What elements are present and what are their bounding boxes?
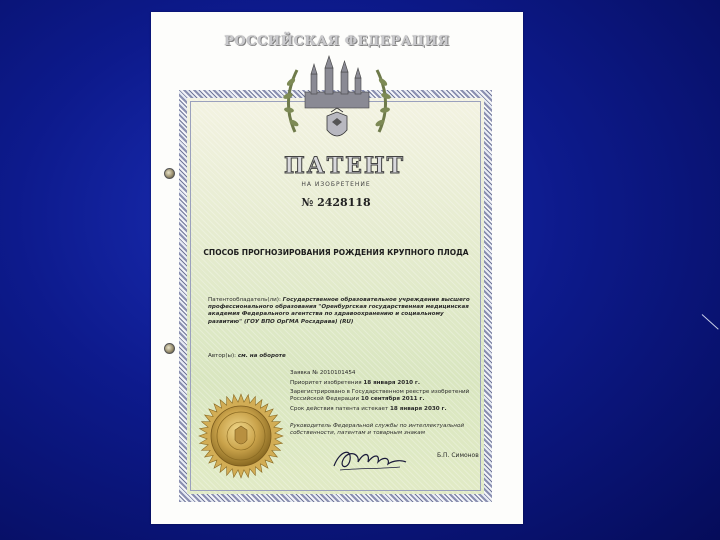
authors [208, 353, 470, 360]
document-subtype: НА ИЗОБРЕТЕНИЕ [301, 181, 371, 188]
signer-name: Б.П. Симонов [437, 452, 479, 459]
priority-date: 18 января 2010 г. [363, 379, 420, 386]
country-header: РОССИЙСКАЯ ФЕДЕРАЦИЯ [224, 34, 450, 49]
registered-label: Зарегистрировано в Государственном реестре изобретений Российской Федерации [290, 389, 470, 403]
coat-of-arms-emblem-icon [275, 52, 399, 148]
priority-label: Приоритет изобретения [290, 379, 364, 386]
authors-label: Автор(ы): [208, 353, 238, 359]
registered-line [290, 389, 475, 403]
gold-seal-icon [198, 393, 284, 479]
punch-hole-icon [164, 343, 175, 354]
invention-title: СПОСОБ ПРОГНОЗИРОВАНИЯ РОЖДЕНИЯ КРУПНОГО ПЛОДА [203, 248, 469, 257]
slide-decoration-line [702, 314, 719, 329]
punch-hole-icon [164, 168, 175, 179]
holder-name: Государственное образовательное учреждение высшего профессионального образования "Оренбургская государственная медицинская академия Федерального агентства по здравоохранению и социальному развитию" (ГОУ ВПО ОрГМА Росздрава) (RU) [208, 297, 470, 325]
priority-line [290, 380, 475, 387]
expiry-line [290, 406, 475, 413]
document-type-title: ПАТЕНТ [284, 153, 405, 179]
registered-date: 10 сентября 2011 г. [360, 396, 425, 403]
registration-details [290, 370, 475, 416]
patent-holder [208, 297, 470, 326]
patent-number: № 2428118 [301, 196, 371, 209]
signature-icon [330, 444, 410, 474]
holder-label: Патентообладатель(ли): [208, 297, 283, 303]
signer-title: Руководитель Федеральной службы по интеллектуальной собственности, патентам и товарным знакам [290, 423, 465, 437]
application-number: Заявка № 2010101454 [290, 370, 356, 376]
expiry-label: Срок действия патента истекает [290, 405, 390, 412]
expiry-date: 18 января 2030 г. [390, 405, 447, 412]
authors-value: см. на обороте [237, 353, 286, 359]
